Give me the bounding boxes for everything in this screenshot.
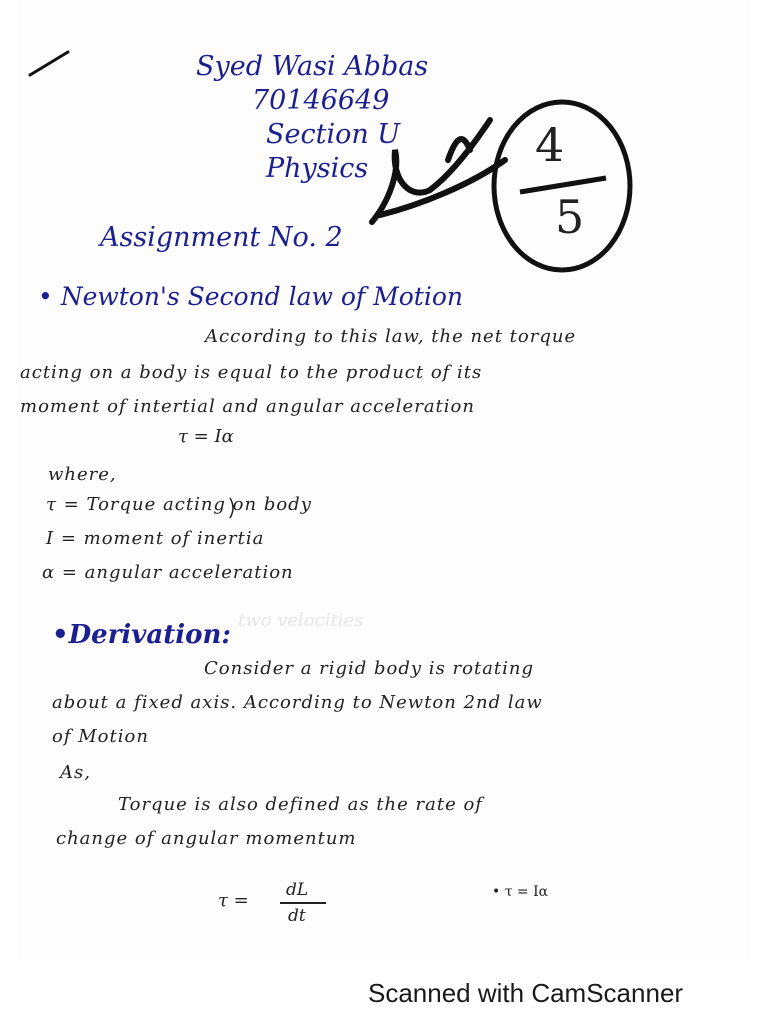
derivation-line-1: Consider a rigid body is rotating xyxy=(204,658,535,679)
fraction-denominator: dt xyxy=(288,906,306,926)
newton-heading: • Newton's Second law of Motion xyxy=(38,282,463,311)
grade-score: 4 xyxy=(535,118,565,172)
derivation-heading: •Derivation: xyxy=(52,620,231,650)
side-note: • τ = Iα xyxy=(492,884,549,900)
scanner-footer: Scanned with CamScanner xyxy=(368,978,684,1008)
section-label: Section U xyxy=(266,119,401,150)
definition-torque: τ = Torque acting on body xyxy=(46,494,312,515)
derivation-line-3: of Motion xyxy=(52,726,149,747)
derivation-line-2: about a fixed axis. According to Newton 2nd law xyxy=(52,692,543,713)
subject-label: Physics xyxy=(266,153,369,184)
torque-line-1: Torque is also defined as the rate of xyxy=(118,794,483,815)
student-name: Syed Wasi Abbas xyxy=(196,51,429,82)
roll-number: 70146649 xyxy=(252,85,390,116)
definition-inertia: I = moment of inertia xyxy=(46,528,265,549)
assignment-title: Assignment No. 2 xyxy=(100,222,343,253)
torque-line-2: change of angular momentum xyxy=(56,828,357,849)
newton-line-2: acting on a body is equal to the product of its xyxy=(20,362,483,383)
fraction-bar xyxy=(280,902,326,904)
newton-line-3: moment of intertial and angular acceleration xyxy=(20,396,475,417)
checkmark-icon xyxy=(30,52,68,75)
derivation-as: As, xyxy=(60,762,91,783)
torque-formula-left: τ = xyxy=(218,890,249,911)
definition-acceleration: α = angular acceleration xyxy=(42,562,294,583)
newton-formula: τ = Iα xyxy=(178,426,234,447)
newton-line-1: According to this law, the net torque xyxy=(205,326,577,347)
where-label: where, xyxy=(48,464,117,485)
fraction-numerator: dL xyxy=(286,880,309,900)
faded-bleed-text: two velocities xyxy=(238,610,364,631)
grade-total: 5 xyxy=(555,190,585,244)
